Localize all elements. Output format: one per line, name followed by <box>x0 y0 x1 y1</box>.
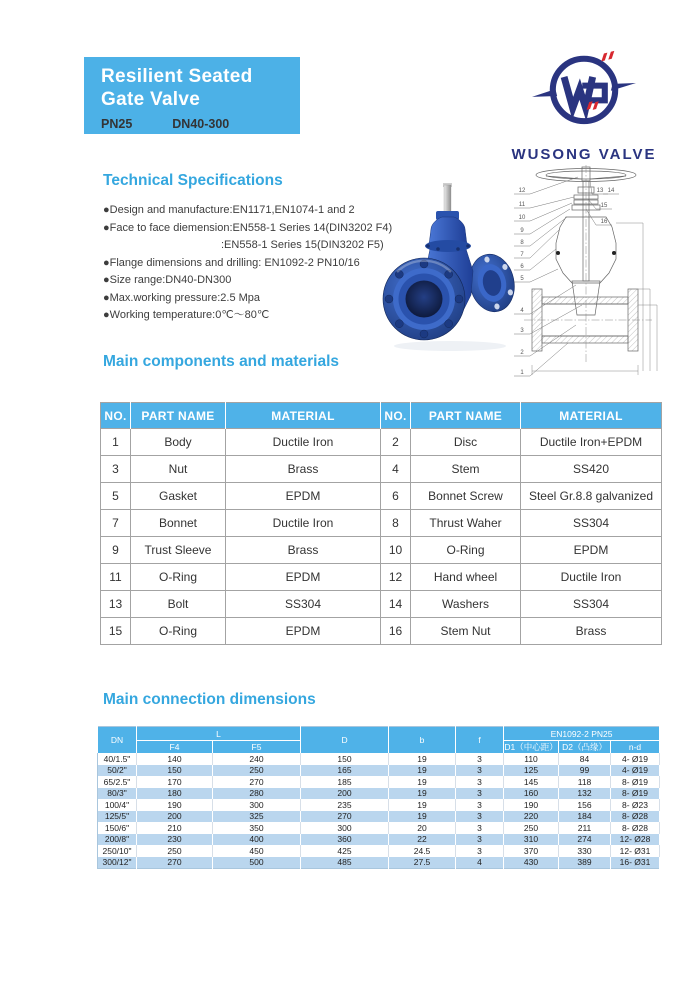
table-cell: Thrust Waher <box>411 510 521 537</box>
table-cell: 230 <box>137 834 213 846</box>
table-cell: SS420 <box>521 456 662 483</box>
table-cell: 200 <box>301 788 389 800</box>
drawing-callout-label: 5 <box>520 276 524 282</box>
table-cell: 156 <box>559 799 611 811</box>
table-cell: 150 <box>301 753 389 765</box>
table-cell: 210 <box>137 822 213 834</box>
drawing-leader-line <box>530 229 560 258</box>
table-cell: 2 <box>381 429 411 456</box>
table-cell: 6 <box>381 483 411 510</box>
table-cell: 3 <box>101 456 131 483</box>
table-cell: 13 <box>101 591 131 618</box>
spec-bullet: ●Working temperature:0℃～80℃ <box>103 309 270 321</box>
table-cell: 165 <box>301 765 389 777</box>
table-cell: 485 <box>301 857 389 869</box>
table-cell: Disc <box>411 429 521 456</box>
table-cell: 170 <box>137 776 213 788</box>
col-b: b <box>389 727 456 754</box>
table-cell: Stem Nut <box>411 618 521 645</box>
brand-name: WUSONG VALVE <box>511 146 657 163</box>
table-cell: 8- Ø19 <box>611 776 660 788</box>
spec-bullet-list <box>103 202 393 325</box>
drawing-callout-label: 11 <box>518 202 526 208</box>
table-cell: 132 <box>559 788 611 800</box>
table-cell: 19 <box>389 811 456 823</box>
table-cell: 360 <box>301 834 389 846</box>
pressure-size-row <box>101 117 300 131</box>
table-cell: 12- Ø28 <box>611 834 660 846</box>
table-cell: EPDM <box>226 618 381 645</box>
table-cell: 270 <box>213 776 301 788</box>
valve-section-drawing <box>512 165 660 381</box>
table-row <box>101 537 662 564</box>
spec-bullet: ●Flange dimensions and drilling: EN1092-2 PN10/16 <box>103 256 360 269</box>
table-cell: 300/12" <box>98 857 137 869</box>
table-cell: Nut <box>131 456 226 483</box>
drawing-callout-label: 7 <box>520 252 524 258</box>
table-cell: Ductile Iron <box>226 510 381 537</box>
table-row <box>101 510 662 537</box>
table-cell: 8- Ø19 <box>611 788 660 800</box>
table-cell: 19 <box>389 776 456 788</box>
table-cell: 11 <box>101 564 131 591</box>
table-cell: 500 <box>213 857 301 869</box>
drawing-leader-line <box>530 177 578 194</box>
table-row <box>101 456 662 483</box>
table-cell: 235 <box>301 799 389 811</box>
drawing-callout-label: 16 <box>600 219 608 225</box>
table-cell: O-Ring <box>131 564 226 591</box>
table-cell: Body <box>131 429 226 456</box>
table-cell: SS304 <box>521 591 662 618</box>
spec-bullet: ●Design and manufacture:EN1171,EN1074-1 and 2 <box>103 204 355 216</box>
table-cell: 430 <box>504 857 559 869</box>
table-cell: 15 <box>101 618 131 645</box>
table-cell: 250 <box>504 822 559 834</box>
table-cell: 5 <box>101 483 131 510</box>
table-cell: 180 <box>137 788 213 800</box>
table-cell: 8 <box>381 510 411 537</box>
drawing-leader-line <box>530 269 558 282</box>
table-cell: 100/4" <box>98 799 137 811</box>
table-cell: 125/5" <box>98 811 137 823</box>
table-row <box>98 845 660 857</box>
table-cell: 19 <box>389 788 456 800</box>
table-cell: 350 <box>213 822 301 834</box>
col-f4: F4 <box>137 741 213 754</box>
table-row <box>101 591 662 618</box>
table-row <box>98 799 660 811</box>
table-cell: Brass <box>521 618 662 645</box>
components-materials-table <box>100 402 662 645</box>
col-en1092: EN1092-2 PN25 <box>504 727 660 741</box>
table-cell: EPDM <box>521 537 662 564</box>
table-cell: 4 <box>456 857 504 869</box>
table-cell: 80/3" <box>98 788 137 800</box>
table-cell: 8- Ø28 <box>611 811 660 823</box>
table-cell: 3 <box>456 776 504 788</box>
table-cell: Ductile Iron <box>521 564 662 591</box>
table-cell: 425 <box>301 845 389 857</box>
components-header-row <box>101 403 662 429</box>
drawing-callout-label: 9 <box>520 228 524 234</box>
table-cell: O-Ring <box>131 618 226 645</box>
table-cell: 10 <box>381 537 411 564</box>
table-cell: 14 <box>381 591 411 618</box>
heading-connection-dimensions: Main connection dimensions <box>103 691 316 708</box>
table-row <box>101 429 662 456</box>
col-l: L <box>137 727 301 741</box>
table-cell: 190 <box>504 799 559 811</box>
table-cell: 190 <box>137 799 213 811</box>
table-cell: 220 <box>504 811 559 823</box>
col-d1: D1（中心距） <box>504 742 558 752</box>
table-cell: 330 <box>559 845 611 857</box>
table-cell: 8- Ø23 <box>611 799 660 811</box>
table-cell: 12 <box>381 564 411 591</box>
table-cell: 118 <box>559 776 611 788</box>
company-logo <box>500 48 668 163</box>
table-cell: Hand wheel <box>411 564 521 591</box>
drawing-callout-label: 15 <box>600 203 608 209</box>
table-cell: 8- Ø28 <box>611 822 660 834</box>
table-cell: 184 <box>559 811 611 823</box>
table-cell: 160 <box>504 788 559 800</box>
drawing-callout-label: 3 <box>520 328 524 334</box>
title-block <box>84 57 300 134</box>
table-cell: 7 <box>101 510 131 537</box>
drawing-callout-label: 8 <box>520 240 524 246</box>
table-row <box>101 564 662 591</box>
drawing-callout-label: 6 <box>520 264 524 270</box>
table-cell: 280 <box>213 788 301 800</box>
table-cell: 19 <box>389 765 456 777</box>
table-cell: 3 <box>456 799 504 811</box>
drawing-leader-line <box>530 217 567 246</box>
table-cell: 3 <box>456 788 504 800</box>
table-cell: 3 <box>456 765 504 777</box>
table-cell: 250 <box>137 845 213 857</box>
table-cell: Brass <box>226 456 381 483</box>
table-row <box>98 765 660 777</box>
table-cell: 3 <box>456 753 504 765</box>
col-material-1: MATERIAL <box>226 403 381 429</box>
table-cell: SS304 <box>226 591 381 618</box>
spec-bullet: :EN558-1 Series 15(DIN3202 F5) <box>221 239 384 251</box>
drawing-callout-label: 12 <box>518 188 526 194</box>
wusong-logo-icon <box>532 48 636 144</box>
table-cell: O-Ring <box>411 537 521 564</box>
spec-bullet: ●Size range:DN40-DN300 <box>103 274 232 286</box>
table-cell: 110 <box>504 753 559 765</box>
table-cell: SS304 <box>521 510 662 537</box>
table-cell: 20 <box>389 822 456 834</box>
connection-dimensions-table <box>97 726 660 869</box>
table-cell: Brass <box>226 537 381 564</box>
drawing-callout-label: 10 <box>518 215 526 221</box>
table-cell: 3 <box>456 811 504 823</box>
table-cell: 240 <box>213 753 301 765</box>
col-d2: D2（凸缘） <box>559 741 611 754</box>
table-cell: 65/2.5" <box>98 776 137 788</box>
table-cell: 274 <box>559 834 611 846</box>
table-cell: Steel Gr.8.8 galvanized <box>521 483 662 510</box>
table-cell: 300 <box>301 822 389 834</box>
page-title-line2: Gate Valve <box>101 89 201 110</box>
table-cell: 99 <box>559 765 611 777</box>
table-cell: 4 <box>381 456 411 483</box>
dim-header-row-1 <box>98 727 660 741</box>
table-cell: Washers <box>411 591 521 618</box>
col-no-2: NO. <box>381 403 411 429</box>
table-cell: 200 <box>137 811 213 823</box>
table-cell: 250/10" <box>98 845 137 857</box>
table-cell: 16 <box>381 618 411 645</box>
col-part-name-1: PART NAME <box>131 403 226 429</box>
drawing-leader-line <box>590 181 592 194</box>
table-cell: 140 <box>137 753 213 765</box>
table-cell: 145 <box>504 776 559 788</box>
table-cell: 125 <box>504 765 559 777</box>
col-dn: DN <box>98 727 137 754</box>
table-cell: 22 <box>389 834 456 846</box>
drawing-callout-label: 13 <box>596 188 604 194</box>
table-cell: Ductile Iron+EPDM <box>521 429 662 456</box>
table-cell: 200/8" <box>98 834 137 846</box>
table-cell: 19 <box>389 753 456 765</box>
table-cell: 19 <box>389 799 456 811</box>
table-cell: 16- Ø31 <box>611 857 660 869</box>
table-cell: EPDM <box>226 483 381 510</box>
table-cell: 150 <box>137 765 213 777</box>
table-cell: 12- Ø31 <box>611 845 660 857</box>
table-row <box>101 618 662 645</box>
table-row <box>98 788 660 800</box>
table-cell: 40/1.5" <box>98 753 137 765</box>
col-d: D <box>301 727 389 754</box>
table-cell: 3 <box>456 845 504 857</box>
page-title-line1: Resilient Seated <box>101 66 253 87</box>
col-nd: n-d <box>611 741 660 754</box>
table-cell: 150/6" <box>98 822 137 834</box>
table-cell: 400 <box>213 834 301 846</box>
table-row <box>101 483 662 510</box>
table-cell: 9 <box>101 537 131 564</box>
heading-technical-specifications: Technical Specifications <box>103 172 283 189</box>
drawing-callout-label: 4 <box>520 308 524 314</box>
table-cell: 3 <box>456 834 504 846</box>
drawing-callout-label: 14 <box>607 188 615 194</box>
col-part-name-2: PART NAME <box>411 403 521 429</box>
table-cell: EPDM <box>226 564 381 591</box>
valve-photo <box>380 183 518 353</box>
col-f: f <box>456 727 504 754</box>
table-cell: 3 <box>456 822 504 834</box>
table-cell: 300 <box>213 799 301 811</box>
table-cell: Gasket <box>131 483 226 510</box>
table-cell: 250 <box>213 765 301 777</box>
table-row <box>98 834 660 846</box>
col-f5: F5 <box>213 741 301 754</box>
table-cell: Bonnet <box>131 510 226 537</box>
table-row <box>98 776 660 788</box>
table-cell: 389 <box>559 857 611 869</box>
size-range: DN40-300 <box>172 117 230 131</box>
table-cell: 27.5 <box>389 857 456 869</box>
table-cell: Bonnet Screw <box>411 483 521 510</box>
table-cell: 1 <box>101 429 131 456</box>
table-cell: 50/2" <box>98 765 137 777</box>
spec-bullet: ●Max.working pressure:2.5 Mpa <box>103 291 261 304</box>
drawing-leader-line <box>530 249 556 270</box>
table-row <box>98 811 660 823</box>
table-cell: 4- Ø19 <box>611 765 660 777</box>
table-cell: 4- Ø19 <box>611 753 660 765</box>
table-row <box>98 753 660 765</box>
heading-main-components: Main components and materials <box>103 353 339 370</box>
pressure-rating: PN25 <box>101 117 133 131</box>
table-cell: 211 <box>559 822 611 834</box>
table-cell: 84 <box>559 753 611 765</box>
col-no-1: NO. <box>101 403 131 429</box>
table-cell: Ductile Iron <box>226 429 381 456</box>
table-cell: 185 <box>301 776 389 788</box>
drawing-leader-line <box>530 197 574 208</box>
table-cell: Stem <box>411 456 521 483</box>
table-cell: 24.5 <box>389 845 456 857</box>
table-cell: Bolt <box>131 591 226 618</box>
table-cell: 270 <box>301 811 389 823</box>
table-cell: 325 <box>213 811 301 823</box>
table-cell: 270 <box>137 857 213 869</box>
table-cell: Trust Sleeve <box>131 537 226 564</box>
table-cell: 450 <box>213 845 301 857</box>
col-material-2: MATERIAL <box>521 403 662 429</box>
table-row <box>98 857 660 869</box>
table-cell: 370 <box>504 845 559 857</box>
table-cell: 310 <box>504 834 559 846</box>
spec-bullet: ●Face to face diemension:EN558-1 Series 14(DIN3202 F4) <box>103 221 393 234</box>
drawing-callout-label: 2 <box>520 350 524 356</box>
drawing-callout-label: 1 <box>520 370 524 376</box>
table-row <box>98 822 660 834</box>
